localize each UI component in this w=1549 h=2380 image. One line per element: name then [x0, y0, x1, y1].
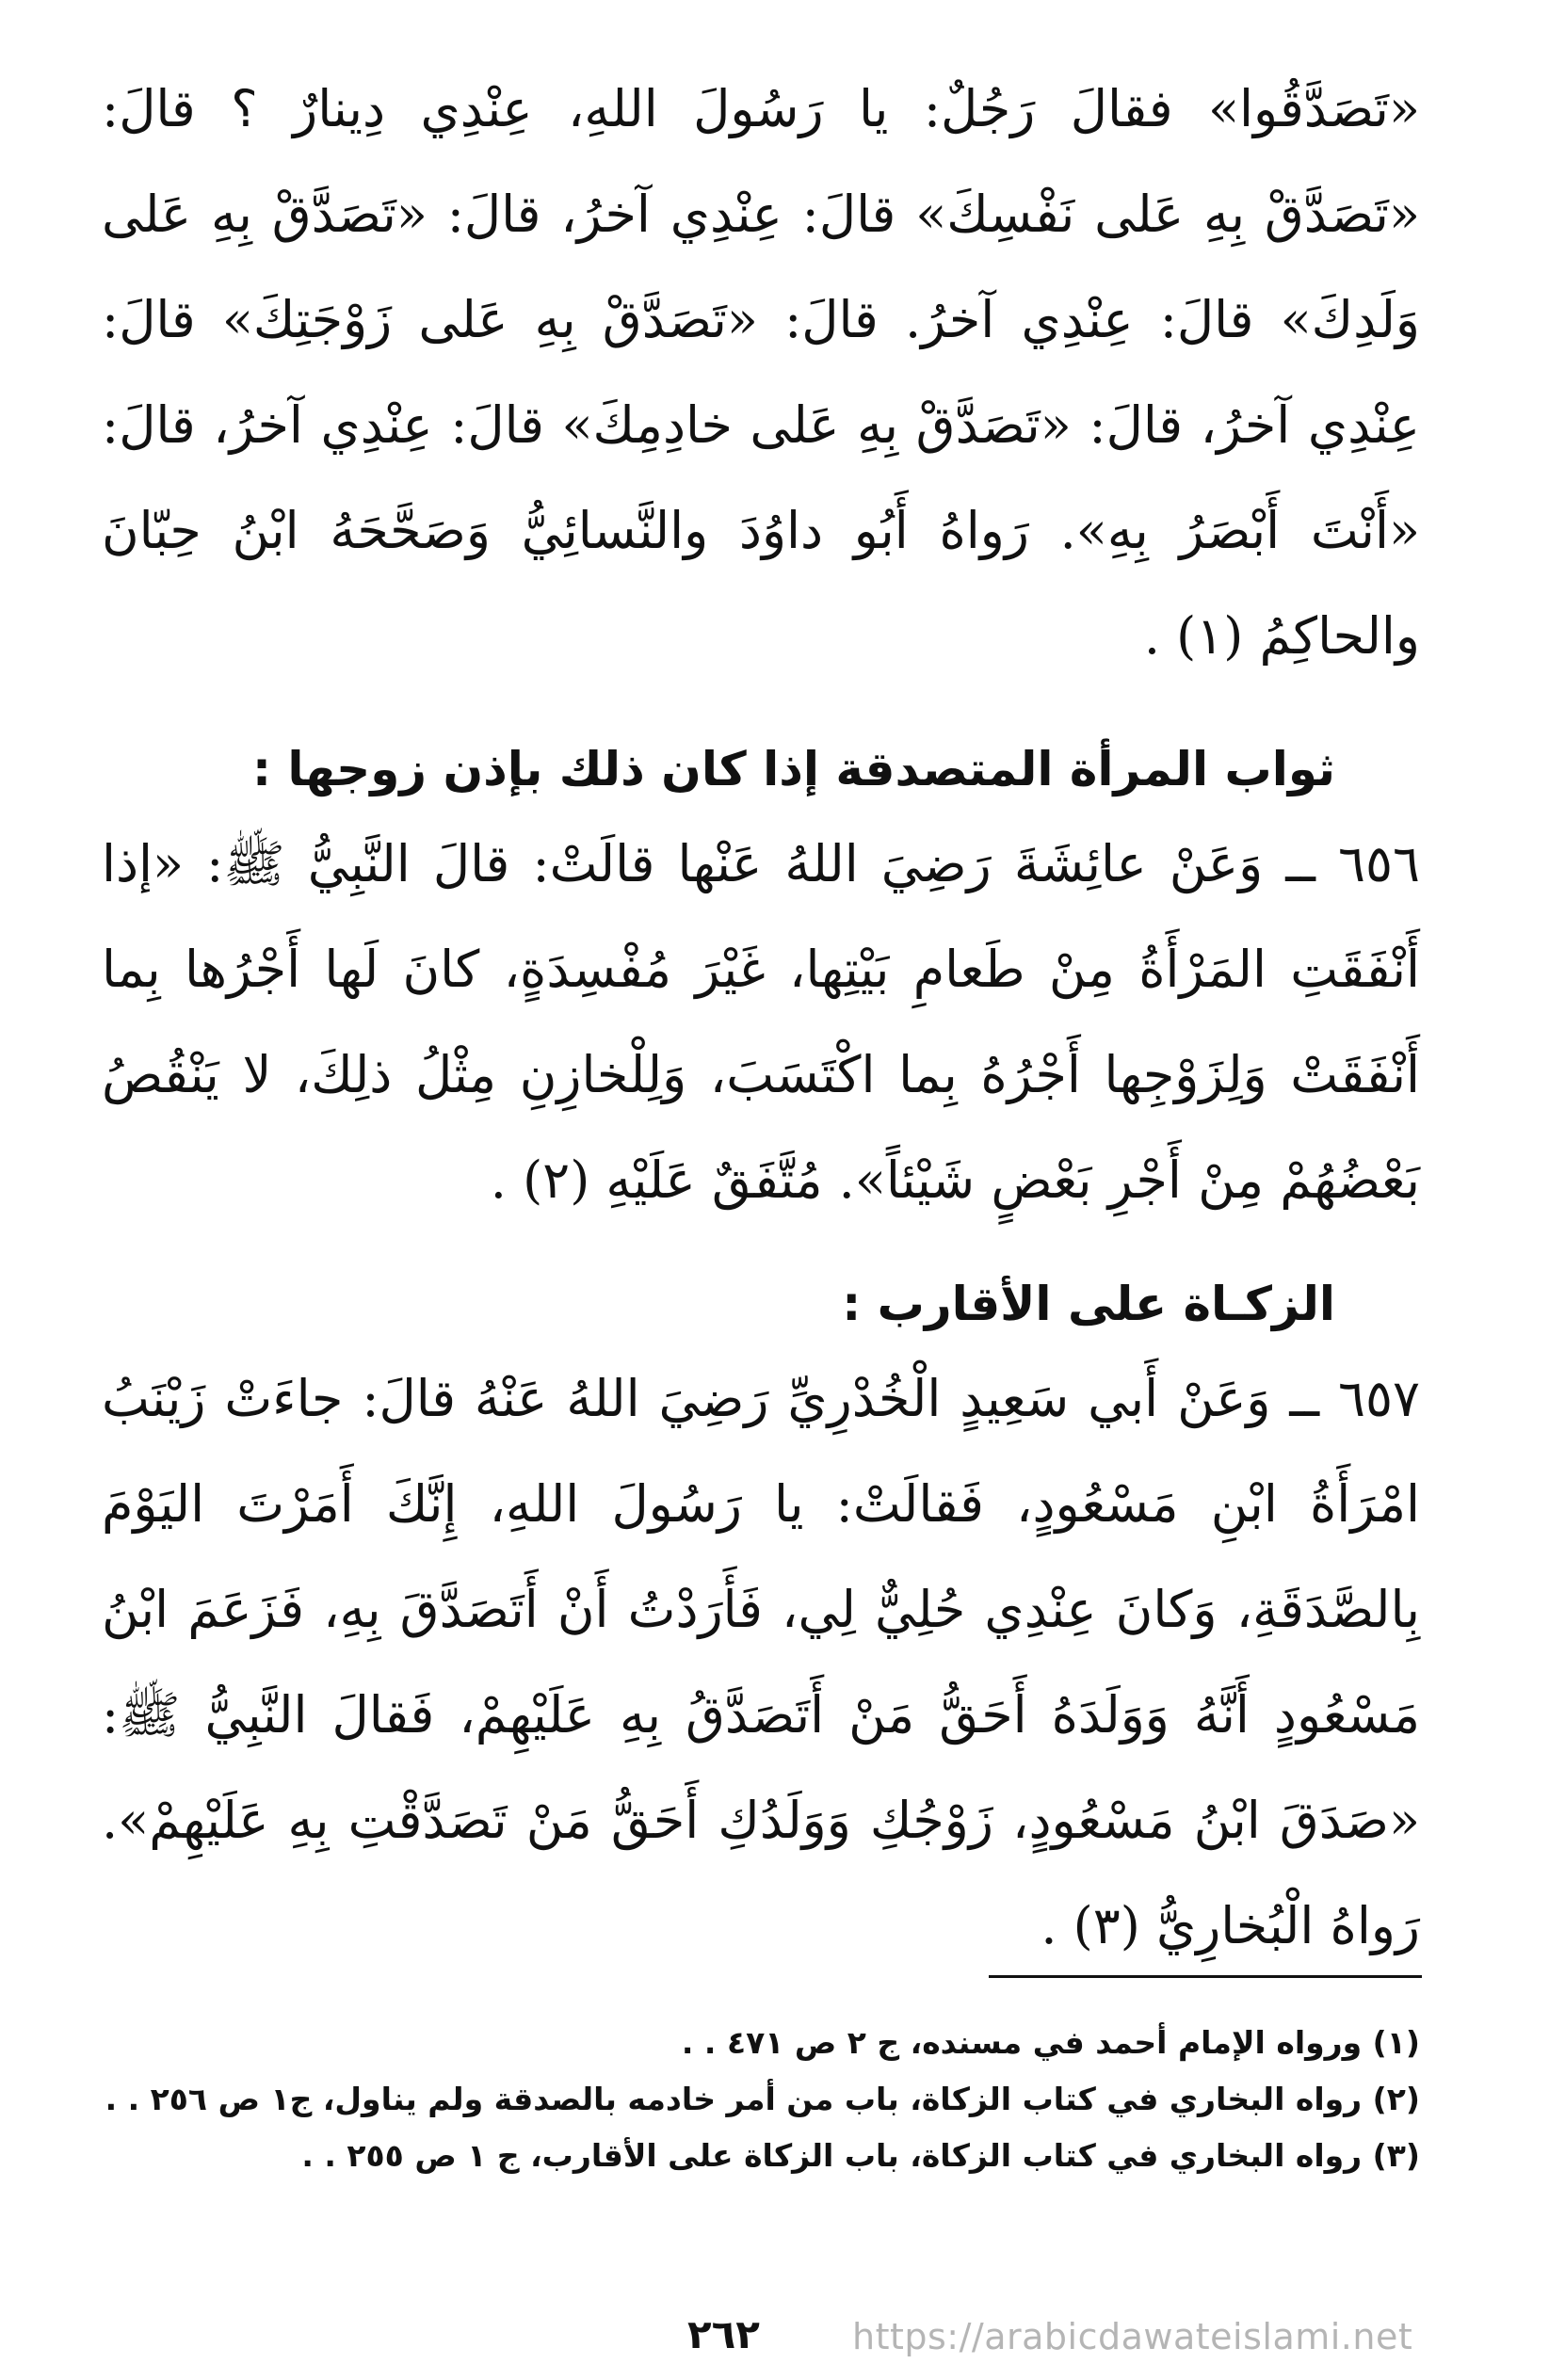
- spacer: [102, 1233, 1420, 1262]
- page-number: ٢٦٢: [687, 2311, 760, 2357]
- hadith-paragraph-continuation: «تَصَدَّقُوا» فقالَ رَجُلٌ: يا رَسُولَ اللهِ، عِنْدِي دِينارٌ ؟ قالَ: «تَصَدَّقْ بِهِ عَلى نَفْسِكَ» قالَ: عِنْدِي آخرُ، قالَ: «تَصَدَّقْ بِهِ عَلى وَلَدِكَ» قالَ: عِنْدِي آخرُ. قالَ: «تَصَدَّقْ بِهِ عَلى زَوْجَتِكَ» قالَ: عِنْدِي آخرُ، قالَ: «تَصَدَّقْ بِهِ عَلى خادِمِكَ» قالَ: عِنْدِي آخرُ، قالَ: «أَنْتَ أَبْصَرُ بِهِ». رَواهُ أَبُو داوُدَ والنَّسائِيُّ وَصَحَّحَهُ ابْنُ حِبّانَ والحاكِمُ (١) .: [102, 79, 1420, 666]
- footnote-2: (٢) رواه البخاري في كتاب الزكاة، باب من أمر خادمه بالصدقة ولم يناول، ج١ ص ٢٥٦ . .: [105, 2081, 1420, 2117]
- footnote-1: (١) ورواه الإمام أحمد في مسنده، ج ٢ ص ٤٧١ . .: [681, 2024, 1420, 2061]
- hadith-paragraph-657: ٦٥٧ ــ وَعَنْ أَبي سَعِيدٍ الْخُدْرِيِّ رَضِيَ اللهُ عَنْهُ قالَ: جاءَتْ زَيْنَبُ امْرَأَةُ ابْنِ مَسْعُودٍ، فَقالَتْ: يا رَسُولَ اللهِ، إِنَّكَ أَمَرْتَ اليَوْمَ بِالصَّدَقَةِ، وَكانَ عِنْدِي حُلِيٌّ لِي، فَأَرَدْتُ أَنْ أَتَصَدَّقَ بِهِ، فَزَعَمَ ابْنُ مَسْعُودٍ أَنَّهُ وَوَلَدَهُ أَحَقُّ مَنْ أَتَصَدَّقُ بِهِ عَلَيْهِمْ، فَقالَ النَّبِيُّ ﷺ: «صَدَقَ ابْنُ مَسْعُودٍ، زَوْجُكِ وَوَلَدُكِ أَحَقُّ مَنْ تَصَدَّقْتِ بِهِ عَلَيْهِمْ». رَواهُ الْبُخارِيُّ (٣) .: [102, 1369, 1420, 1955]
- hadith-paragraph-656: ٦٥٦ ــ وَعَنْ عائِشَةَ رَضِيَ اللهُ عَنْها قالَتْ: قالَ النَّبِيُّ ﷺ: «إذا أَنْفَقَتِ المَرْأَةُ مِنْ طَعامِ بَيْتِها، غَيْرَ مُفْسِدَةٍ، كانَ لَها أَجْرُها بِما أَنْفَقَتْ وَلِزَوْجِها أَجْرُهُ بِما اكْتَسَبَ، وَلِلْخازِنِ مِثْلُ ذلِكَ، لا يَنْقُصُ بَعْضُهُمْ مِنْ أَجْرِ بَعْضٍ شَيْئاً». مُتَّفَقٌ عَلَيْهِ (٢) .: [102, 834, 1420, 1210]
- watermark-url: https://arabicdawateislami.net: [852, 2316, 1413, 2357]
- page-body: [102, 56, 1420, 1979]
- footnote-3: (٣) رواه البخاري في كتاب الزكاة، باب الزكاة على الأقارب، ج ١ ص ٢٥٥ . .: [301, 2137, 1420, 2174]
- section-heading-zakat-relatives: الزكـاة على الأقارب :: [842, 1277, 1335, 1331]
- section-heading-wife-charity: ثواب المرأة المتصدقة إذا كان ذلك بإذن زوجها :: [251, 742, 1335, 796]
- spacer: [102, 689, 1420, 727]
- footnotes: [102, 2015, 1420, 2184]
- footnote-divider: [989, 1975, 1422, 1978]
